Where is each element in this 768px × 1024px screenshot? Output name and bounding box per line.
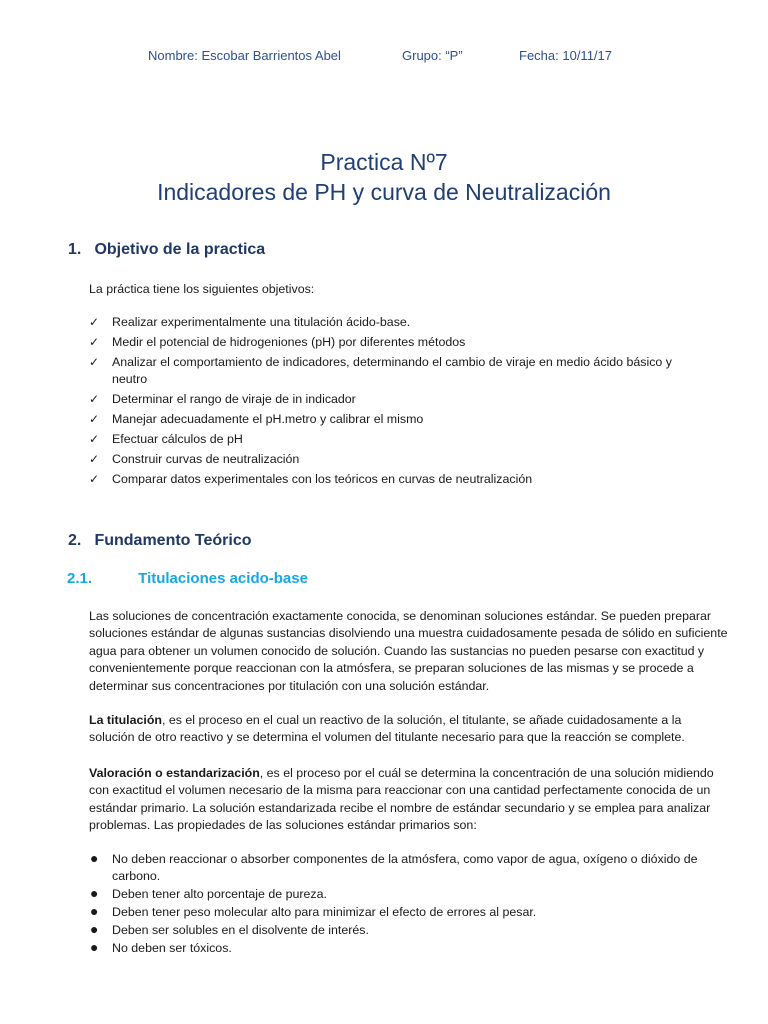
property-item (89, 851, 709, 886)
document-title: Practica Nº7 (320, 149, 448, 175)
checkmark-icon: ✓ (89, 452, 100, 467)
checkmark-icon: ✓ (89, 355, 100, 369)
property-item-text: Deben ser solubles en el disolvente de interés. (112, 922, 369, 937)
objective-item-text: Construir curvas de neutralización (112, 452, 300, 467)
bullet-icon: ● (90, 938, 99, 955)
group-label: Grupo: “P” (402, 48, 463, 63)
subsection-2-1-title: Titulaciones acido-base (138, 570, 308, 587)
term-titration: La titulación (89, 713, 162, 727)
objective-item-text: Medir el potencial de hidrogeniones (pH) por diferentes métodos (112, 335, 466, 349)
section-2-title: Fundamento Teórico (94, 532, 252, 549)
checkmark-icon: ✓ (89, 432, 100, 447)
property-item (89, 904, 709, 921)
section-2-number: 2. (68, 532, 82, 549)
property-item-text: Deben tener alto porcentaje de pureza. (112, 887, 327, 902)
term-standardization: Valoración o estandarización (89, 766, 260, 780)
section-1-number: 1. (68, 241, 82, 258)
bullet-icon: ● (90, 850, 99, 866)
objectives-intro: La práctica tiene los siguientes objetivos: (89, 282, 315, 296)
objective-item-text: Analizar el comportamiento de indicadores, determinando el cambio de viraje en medio ácido básico y neutro (112, 355, 672, 387)
checkmark-icon: ✓ (89, 335, 100, 349)
property-item (89, 940, 709, 957)
objective-item-text: Manejar adecuadamente el pH.metro y calibrar el mismo (112, 412, 424, 427)
section-1-title: Objetivo de la practica (94, 241, 266, 258)
paragraph-standardization (89, 765, 729, 835)
subsection-2-1-number: 2.1. (67, 570, 93, 587)
section-1-heading (68, 241, 265, 259)
objective-item (89, 314, 709, 331)
objective-item (89, 334, 709, 351)
author-name: Nombre: Escobar Barrientos Abel (148, 48, 341, 63)
property-item-text: Deben tener peso molecular alto para minimizar el efecto de errores al pesar. (112, 905, 537, 919)
objective-item-text: Efectuar cálculos de pH (112, 432, 243, 447)
standardization-definition: , es el proceso por el cuál se determina la concentración de una solución midiendo con exactitud el volumen necesario de la misma para reaccionar con una cantidad perfectamente conocida de un estándar primario. La solución estandarizada recibe el nombre de estándar secundario y se emplea para analizar problemas. Las propiedades de las soluciones estándar primarios son: (89, 766, 714, 833)
objective-item (89, 354, 709, 389)
objective-item (89, 411, 709, 428)
property-item (89, 922, 709, 939)
objective-item-text: Comparar datos experimentales con los teóricos en curvas de neutralización (112, 472, 533, 487)
properties-list (89, 851, 709, 957)
objectives-list (89, 314, 709, 491)
paragraph-standard-solutions: Las soluciones de concentración exactamente conocida, se denominan soluciones estándar. Se pueden preparar soluciones estándar de algunas sustancias disolviendo una muestra cuidadosamente pesada de sólido en suficiente agua para obtener un volumen conocido de solución. Cuando las sustancias no pueden pesarse con exactitud y convenientemente porque reaccionan con la atmósfera, se preparan soluciones de las mismas y se procede a determinar sus concentraciones por titulación con una solución estándar. (89, 609, 728, 693)
objective-item (89, 471, 709, 488)
bullet-icon: ● (90, 920, 99, 937)
bullet-icon: ● (90, 885, 99, 902)
objective-item-text: Determinar el rango de viraje de in indicador (112, 392, 356, 407)
date-label: Fecha: 10/11/17 (519, 48, 612, 63)
objective-item (89, 391, 709, 408)
paragraph-titration (89, 712, 729, 747)
objective-item (89, 431, 709, 448)
objective-item (89, 451, 709, 468)
checkmark-icon: ✓ (89, 315, 100, 329)
property-item-text: No deben reaccionar o absorber componentes de la atmósfera, como vapor de agua, oxígeno o dióxido de carbono. (112, 852, 698, 884)
titration-definition: , es el proceso en el cual un reactivo de la solución, el titulante, se añade cuidadosamente a la solución de otro reactivo y se determina el volumen del titulante necesario para que la reacción se complete. (89, 713, 685, 745)
checkmark-icon: ✓ (89, 472, 100, 487)
objective-item-text: Realizar experimentalmente una titulación ácido-base. (112, 315, 411, 329)
section-2-heading (68, 532, 252, 550)
property-item-text: No deben ser tóxicos. (112, 940, 232, 955)
subsection-2-1-heading (67, 570, 308, 587)
property-item (89, 886, 709, 903)
checkmark-icon: ✓ (89, 412, 100, 427)
bullet-icon: ● (90, 903, 99, 919)
document-subtitle: Indicadores de PH y curva de Neutralización (157, 179, 611, 205)
checkmark-icon: ✓ (89, 392, 100, 407)
